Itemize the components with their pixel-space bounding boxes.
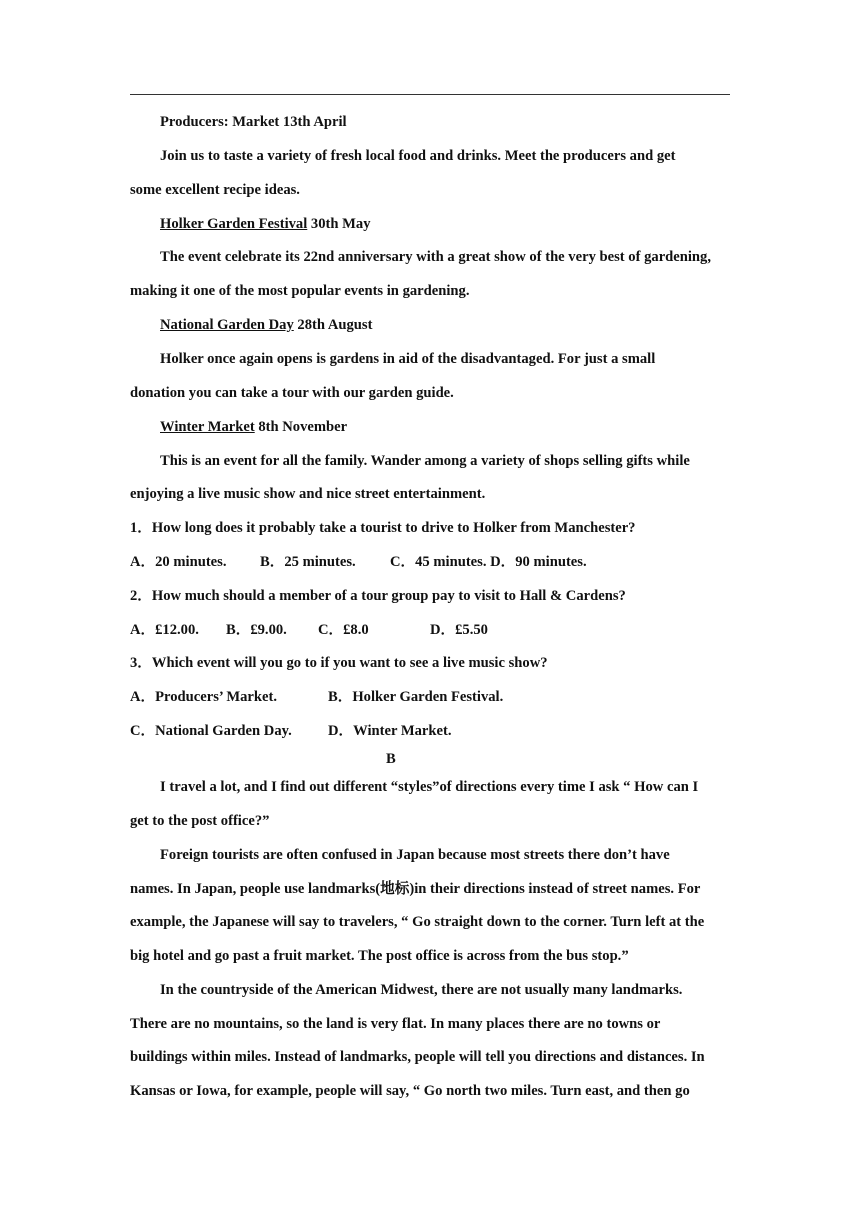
event-2-name: Holker Garden Festival [160,216,308,232]
question-3: 3．Which event will you go to if you want to see a live music show? [130,655,548,671]
q2-option-c: C．£8.0 [318,622,369,638]
event-4-date: 8th November [254,419,348,435]
passage-line: buildings within miles. Instead of landmarks, people will tell you directions and distances. In [130,1049,705,1065]
q3-option-d: D．Winter Market. [328,723,452,739]
event-1-desc: Join us to taste a variety of fresh local food and drinks. Meet the producers and get [160,148,676,164]
passage-line: In the countryside of the American Midwest, there are not usually many landmarks. [160,982,683,998]
question-1: 1．How long does it probably take a tourist to drive to Holker from Manchester? [130,520,636,536]
header-rule [130,94,730,95]
passage-line: big hotel and go past a fruit market. The post office is across from the bus stop.” [130,948,629,964]
passage-line: names. In Japan, people use landmarks(地标)in their directions instead of street names. For [130,881,701,897]
passage-line: get to the post office?” [130,813,270,829]
event-2-desc-cont: making it one of the most popular events in gardening. [130,283,470,299]
question-2: 2．How much should a member of a tour group pay to visit to Hall & Cardens? [130,588,626,604]
q1-option-a: A．20 minutes. [130,554,227,570]
section-b-heading: B [386,751,396,767]
event-4-desc-cont: enjoying a live music show and nice street entertainment. [130,486,486,502]
q1-option-cd: C．45 minutes. D．90 minutes. [390,554,587,570]
passage-line: Foreign tourists are often confused in Japan because most streets there don’t have [160,847,670,863]
event-3-title [160,316,372,334]
event-2-date: 30th May [307,216,371,232]
event-3-desc-cont: donation you can take a tour with our garden guide. [130,385,454,401]
passage-line: example, the Japanese will say to travelers, “ Go straight down to the corner. Turn left at the [130,914,705,930]
q3-option-b: B．Holker Garden Festival. [328,689,504,705]
event-1-title: Producers: Market 13th April [160,114,347,130]
passage-line: Kansas or Iowa, for example, people will say, “ Go north two miles. Turn east, and then go [130,1083,690,1099]
event-2-desc: The event celebrate its 22nd anniversary with a great show of the very best of gardening, [160,249,711,265]
event-3-date: 28th August [293,317,373,333]
q3-option-a: A．Producers’ Market. [130,689,277,705]
event-3-name: National Garden Day [160,317,294,333]
event-4-title [160,418,347,436]
q2-option-a: A．£12.00. [130,622,199,638]
q3-option-c: C．National Garden Day. [130,723,292,739]
passage-line: There are no mountains, so the land is very flat. In many places there are no towns or [130,1016,661,1032]
q2-option-b: B．£9.00. [226,622,287,638]
q2-option-d: D．£5.50 [430,622,488,638]
event-2-title [160,215,371,233]
event-1-desc-cont: some excellent recipe ideas. [130,182,300,198]
event-4-name: Winter Market [160,419,255,435]
passage-line: I travel a lot, and I find out different “styles”of directions every time I ask “ How can I [160,779,699,795]
event-4-desc: This is an event for all the family. Wander among a variety of shops selling gifts while [160,453,690,469]
q1-option-b: B．25 minutes. [260,554,356,570]
event-3-desc: Holker once again opens is gardens in aid of the disadvantaged. For just a small [160,351,656,367]
